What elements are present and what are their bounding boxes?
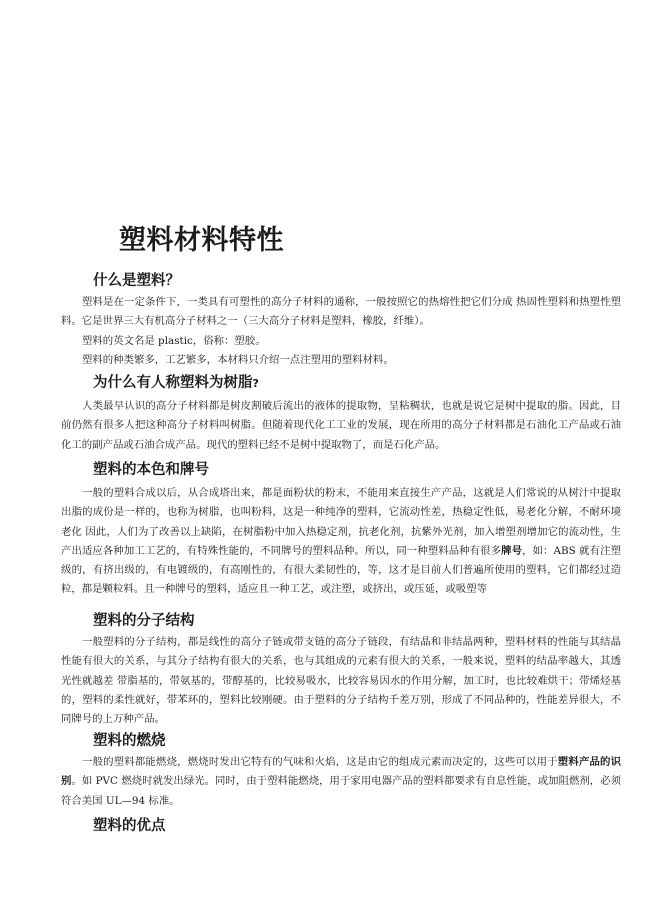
section-heading-color-and-grade: 塑料的本色和牌号 — [93, 462, 209, 478]
section-heading-combustion: 塑料的燃烧 — [93, 733, 166, 749]
section-body-what-is-plastic — [61, 293, 621, 370]
paragraph: 塑料是在一定条件下，一类具有可塑性的高分子材料的通称，一般按照它的热熔性把它们分成 热固性塑料和热塑性塑料。它是世界三大有机高分子材料之一（三大高分子材料是塑料，橡胶，纤维）。 — [61, 296, 621, 328]
section-body-combustion — [61, 753, 621, 811]
heading-text: 为什么有人称塑料为树脂 — [93, 375, 253, 391]
paragraph-text: ，如：ABS 就有注塑级的，有挤出级的，有电镀级的，有高刚性的，有很大柔韧性的，等，这才是目前人们普遍所使用的塑料，它们都经过造粒，都是颗粒料。且一种牌号的塑料，适应且一种工艺，或注塑，或挤出，或压延，或吸塑等 — [61, 544, 622, 596]
bold-term: 塑料产品的识别 — [61, 756, 622, 788]
section-body-molecular-structure: 一般塑料的分子结构，都是线性的高分子链或带支链的高分子链段，有结晶和非结晶两种，塑料材料的性能与其结晶性能有很大的关系，与其分子结构有很大的关系，也与其组成的元素有很大的关系，一般来说，塑料的结晶率越大，其透光性就越差 带脂基的，带氨基的，带醇基的，比较易吸水，比较容易因水的作用分解，加工时，也比较难烘干；带烯烃基的，塑料的柔性就好，带苯环的，塑料比较刚硬。由于塑料的分子结构千差万别，形成了不同品种的，性能差异很大，不同牌号的上万种产品。 — [61, 636, 621, 726]
paragraph: 塑料的英文名是 plastic，俗称：塑胶。 — [82, 334, 266, 347]
section-heading-advantages: 塑料的优点 — [93, 818, 166, 834]
section-heading-what-is-plastic: 什么是塑料？ — [93, 273, 180, 289]
section-heading-why-resin — [93, 371, 259, 392]
bold-term: 牌号 — [501, 544, 523, 557]
section-body-why-resin: 人类最早认识的高分子材料都是树皮割破后流出的液体的提取物，呈粘稠状，也就是说它是树中提取的脂。因此，目前仍然有很多人把这种高分子材料叫树脂。但随着现代化工工业的发展，现在所用的高分子材料都是石油化工产品或石油化工的副产品或石油合成产品。现代的塑料已经不是树中提取物了，而是石化产品。 — [61, 400, 621, 451]
paragraph: 塑料的种类繁多，工艺繁多，本材料只介绍一点注塑用的塑料材料。 — [82, 353, 394, 366]
section-heading-molecular-structure: 塑料的分子结构 — [93, 613, 195, 629]
paragraph-text: 一般的塑料合成以后，从合成塔出来，都是面粉状的粉末，不能用来直接生产产品，这就是人们常说的从树汁中提取出脂的成份是一样的，也称为树脂，也叫粉料，这是一种纯净的塑料，它流动性差，热稳定性低，易老化分解，不耐环境老化 因此，人们为了改善以上缺陷，在树脂粉中加入热稳定剂，抗老化剂，抗紫外光剂，加入增塑剂增加它的流动性，生产出适应各种加工工艺的，有特殊性能的，不同牌号的塑料品种。所以，同一种塑料品种有很多 — [61, 487, 621, 557]
paragraph-text: 一般的塑料都能燃烧，燃烧时发出它特有的气味和火焰，这是由它的组成元素而决定的，这些可以用于 — [82, 756, 558, 768]
document-title: 塑料材料特性 — [119, 225, 284, 256]
paragraph-text: 。如 PVC 燃烧时就发出绿光。同时，由于塑料能燃烧，用于家用电器产品的塑料都要求有自息性能，或加阻燃剂，必须符合美国 UL—94 标准。 — [61, 775, 622, 807]
section-body-color-and-grade — [61, 484, 621, 600]
heading-question-mark: ? — [252, 377, 259, 390]
